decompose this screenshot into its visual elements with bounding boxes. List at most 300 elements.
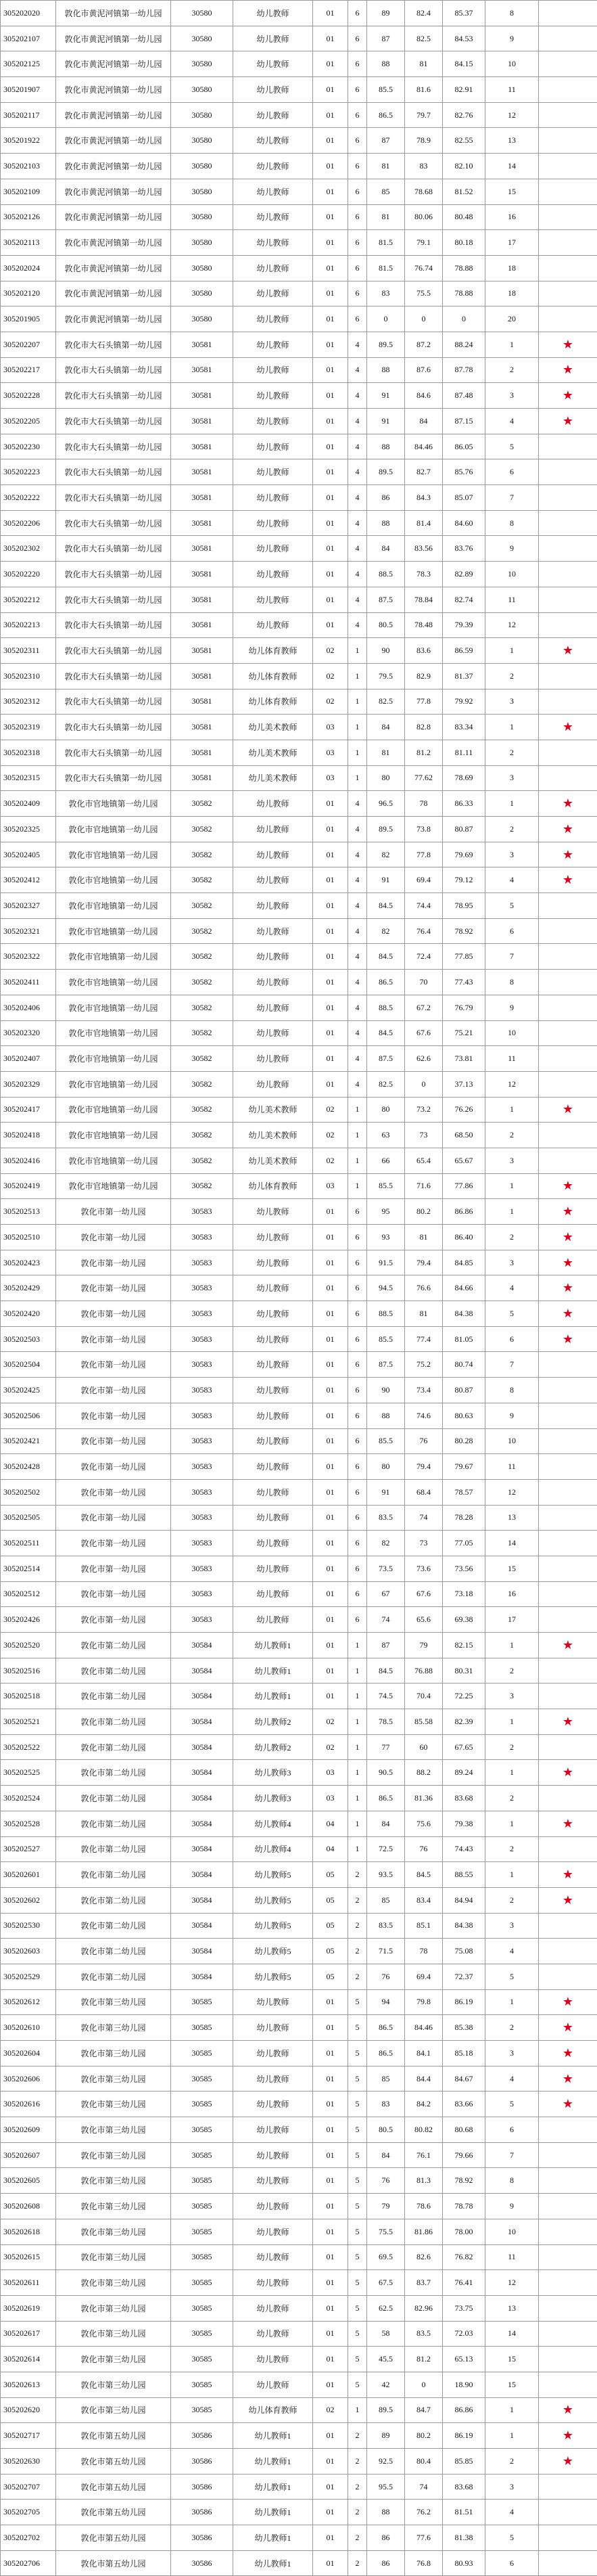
star-icon <box>539 918 597 944</box>
table-row <box>1 1913 597 1939</box>
unit-code-cell: 30580 <box>171 255 233 281</box>
school-name-cell: 敦化市第三幼儿园 <box>56 2194 171 2219</box>
interview-score-cell: 71.6 <box>405 1173 443 1199</box>
school-name-cell: 敦化市第一幼儿园 <box>56 1199 171 1225</box>
candidate-id-cell: 305202207 <box>1 332 56 357</box>
interview-score-cell: 83.7 <box>405 2270 443 2296</box>
candidate-id-cell: 305202514 <box>1 1556 56 1581</box>
rank-cell: 4 <box>485 1275 539 1301</box>
interview-score-cell: 81.2 <box>405 740 443 765</box>
written-score-cell: 94.5 <box>367 1275 405 1301</box>
candidate-id-cell: 305202310 <box>1 663 56 689</box>
star-icon: ★ <box>539 1633 597 1658</box>
position-name-cell: 幼儿教师 <box>233 2092 313 2117</box>
table-row <box>1 638 597 664</box>
star-icon: ★ <box>539 638 597 664</box>
table-row <box>1 459 597 485</box>
candidate-id-cell: 305202107 <box>1 26 56 51</box>
written-score-cell: 91 <box>367 409 405 434</box>
school-name-cell: 敦化市大石头镇第一幼儿园 <box>56 562 171 587</box>
interview-score-cell: 72.4 <box>405 944 443 970</box>
table-row <box>1 2525 597 2551</box>
position-name-cell: 幼儿教师 <box>233 2066 313 2092</box>
table-row <box>1 1964 597 1989</box>
written-score-cell: 89.5 <box>367 459 405 485</box>
hiring-count-cell: 2 <box>348 2500 367 2525</box>
candidate-id-cell: 305202212 <box>1 587 56 612</box>
school-name-cell: 敦化市第三幼儿园 <box>56 2168 171 2194</box>
school-name-cell: 敦化市第三幼儿园 <box>56 2142 171 2168</box>
school-name-cell: 敦化市第一幼儿园 <box>56 1531 171 1556</box>
unit-code-cell: 30582 <box>171 791 233 817</box>
total-score-cell: 81.11 <box>443 740 485 765</box>
interview-score-cell: 84.46 <box>405 434 443 459</box>
star-icon: ★ <box>539 1225 597 1250</box>
table-row <box>1 2117 597 2143</box>
written-score-cell: 0 <box>367 307 405 332</box>
interview-score-cell: 84.7 <box>405 2397 443 2423</box>
table-row <box>1 2347 597 2372</box>
table-row <box>1 1199 597 1225</box>
total-score-cell: 84.15 <box>443 51 485 77</box>
candidate-id-cell: 305202120 <box>1 281 56 307</box>
candidate-id-cell: 305202315 <box>1 765 56 791</box>
total-score-cell: 75.21 <box>443 1020 485 1046</box>
candidate-id-cell: 305202506 <box>1 1403 56 1428</box>
position-name-cell: 幼儿教师 <box>233 2194 313 2219</box>
interview-score-cell: 82.4 <box>405 1 443 26</box>
hiring-count-cell: 6 <box>348 1505 367 1531</box>
rank-cell: 14 <box>485 2321 539 2347</box>
interview-score-cell: 76 <box>405 1836 443 1862</box>
interview-score-cell: 78.3 <box>405 562 443 587</box>
interview-score-cell: 84.6 <box>405 383 443 409</box>
school-name-cell: 敦化市官地镇第一幼儿园 <box>56 791 171 817</box>
position-code-cell: 01 <box>313 2550 348 2576</box>
unit-code-cell: 30581 <box>171 485 233 511</box>
position-name-cell: 幼儿教师 <box>233 1 313 26</box>
hiring-count-cell: 6 <box>348 26 367 51</box>
star-icon: ★ <box>539 817 597 842</box>
candidate-id-cell: 305202412 <box>1 867 56 893</box>
written-score-cell: 88.5 <box>367 1301 405 1327</box>
candidate-id-cell: 305201905 <box>1 307 56 332</box>
school-name-cell: 敦化市第三幼儿园 <box>56 2321 171 2347</box>
written-score-cell: 82 <box>367 918 405 944</box>
interview-score-cell: 80.82 <box>405 2117 443 2143</box>
position-code-cell: 01 <box>313 612 348 638</box>
unit-code-cell: 30585 <box>171 2117 233 2143</box>
candidate-id-cell: 305202511 <box>1 1531 56 1556</box>
total-score-cell: 80.31 <box>443 1658 485 1684</box>
rank-cell: 2 <box>485 2015 539 2041</box>
interview-score-cell: 78.68 <box>405 179 443 204</box>
table-row <box>1 612 597 638</box>
table-row <box>1 842 597 867</box>
position-name-cell: 幼儿体育教师 <box>233 638 313 664</box>
rank-cell: 1 <box>485 638 539 664</box>
written-score-cell: 91 <box>367 867 405 893</box>
candidate-id-cell: 305202609 <box>1 2117 56 2143</box>
position-name-cell: 幼儿教师 <box>233 817 313 842</box>
table-row <box>1 2372 597 2397</box>
table-row <box>1 2423 597 2449</box>
position-code-cell: 01 <box>313 536 348 562</box>
hiring-count-cell: 1 <box>348 1811 367 1836</box>
total-score-cell: 18.90 <box>443 2372 485 2397</box>
total-score-cell: 78.88 <box>443 255 485 281</box>
candidate-id-cell: 305202409 <box>1 791 56 817</box>
interview-score-cell: 80.4 <box>405 2449 443 2475</box>
hiring-count-cell: 6 <box>348 1250 367 1275</box>
candidate-id-cell: 305201907 <box>1 77 56 103</box>
total-score-cell: 82.55 <box>443 128 485 154</box>
total-score-cell: 78.95 <box>443 893 485 919</box>
unit-code-cell: 30581 <box>171 434 233 459</box>
candidate-id-cell: 305202406 <box>1 995 56 1020</box>
hiring-count-cell: 6 <box>348 1454 367 1480</box>
position-code-cell: 02 <box>313 1148 348 1173</box>
total-score-cell: 79.38 <box>443 1811 485 1836</box>
interview-score-cell: 81.2 <box>405 2347 443 2372</box>
position-name-cell: 幼儿美术教师 <box>233 1097 313 1123</box>
star-icon <box>539 1734 597 1760</box>
position-name-cell: 幼儿教师 <box>233 867 313 893</box>
position-name-cell: 幼儿教师 <box>233 1607 313 1633</box>
rank-cell: 5 <box>485 1301 539 1327</box>
rank-cell: 4 <box>485 409 539 434</box>
star-icon: ★ <box>539 383 597 409</box>
candidate-id-cell: 305202505 <box>1 1505 56 1531</box>
hiring-count-cell: 1 <box>348 1633 367 1658</box>
position-code-cell: 01 <box>313 1250 348 1275</box>
position-name-cell: 幼儿教师 <box>233 1556 313 1581</box>
position-code-cell: 01 <box>313 1225 348 1250</box>
candidate-id-cell: 305202312 <box>1 689 56 715</box>
unit-code-cell: 30583 <box>171 1581 233 1607</box>
written-score-cell: 79 <box>367 2194 405 2219</box>
candidate-id-cell: 305201922 <box>1 128 56 154</box>
interview-score-cell: 84.3 <box>405 485 443 511</box>
hiring-count-cell: 5 <box>348 2219 367 2244</box>
school-name-cell: 敦化市黄泥河镇第一幼儿园 <box>56 26 171 51</box>
rank-cell: 9 <box>485 2194 539 2219</box>
position-code-cell: 01 <box>313 204 348 230</box>
school-name-cell: 敦化市第三幼儿园 <box>56 2397 171 2423</box>
table-row <box>1 204 597 230</box>
star-icon <box>539 1607 597 1633</box>
hiring-count-cell: 6 <box>348 1 367 26</box>
table-row <box>1 1326 597 1352</box>
position-name-cell: 幼儿教师 <box>233 332 313 357</box>
hiring-count-cell: 6 <box>348 1556 367 1581</box>
rank-cell: 1 <box>485 1173 539 1199</box>
school-name-cell: 敦化市大石头镇第一幼儿园 <box>56 638 171 664</box>
rank-cell: 3 <box>485 2474 539 2500</box>
hiring-count-cell: 1 <box>348 689 367 715</box>
candidate-id-cell: 305202405 <box>1 842 56 867</box>
interview-score-cell: 0 <box>405 2372 443 2397</box>
rank-cell: 11 <box>485 587 539 612</box>
position-code-cell: 01 <box>313 1684 348 1709</box>
table-row <box>1 1250 597 1275</box>
written-score-cell: 83 <box>367 281 405 307</box>
position-code-cell: 01 <box>313 944 348 970</box>
star-icon: ★ <box>539 867 597 893</box>
school-name-cell: 敦化市大石头镇第一幼儿园 <box>56 332 171 357</box>
total-score-cell: 78.69 <box>443 765 485 791</box>
unit-code-cell: 30581 <box>171 562 233 587</box>
star-icon <box>539 2194 597 2219</box>
position-code-cell: 05 <box>313 1887 348 1913</box>
interview-score-cell: 77.8 <box>405 689 443 715</box>
candidate-id-cell: 305202611 <box>1 2270 56 2296</box>
school-name-cell: 敦化市第三幼儿园 <box>56 2066 171 2092</box>
interview-score-cell: 84.2 <box>405 2092 443 2117</box>
position-name-cell: 幼儿体育教师 <box>233 663 313 689</box>
hiring-count-cell: 4 <box>348 409 367 434</box>
interview-score-cell: 76.1 <box>405 2142 443 2168</box>
interview-score-cell: 79.7 <box>405 102 443 128</box>
total-score-cell: 85.85 <box>443 2449 485 2475</box>
position-name-cell: 幼儿教师 <box>233 204 313 230</box>
school-name-cell: 敦化市第二幼儿园 <box>56 1964 171 1989</box>
rank-cell: 10 <box>485 1428 539 1454</box>
hiring-count-cell: 2 <box>348 1913 367 1939</box>
written-score-cell: 83.5 <box>367 1913 405 1939</box>
rank-cell: 2 <box>485 1786 539 1811</box>
rank-cell: 1 <box>485 2397 539 2423</box>
hiring-count-cell: 1 <box>348 1123 367 1148</box>
total-score-cell: 84.60 <box>443 510 485 536</box>
total-score-cell: 79.66 <box>443 2142 485 2168</box>
table-row <box>1 995 597 1020</box>
school-name-cell: 敦化市大石头镇第一幼儿园 <box>56 383 171 409</box>
school-name-cell: 敦化市黄泥河镇第一幼儿园 <box>56 1 171 26</box>
star-icon <box>539 459 597 485</box>
school-name-cell: 敦化市官地镇第一幼儿园 <box>56 817 171 842</box>
table-row <box>1 867 597 893</box>
unit-code-cell: 30581 <box>171 332 233 357</box>
written-score-cell: 86 <box>367 485 405 511</box>
written-score-cell: 86 <box>367 2525 405 2551</box>
hiring-count-cell: 1 <box>348 1148 367 1173</box>
position-code-cell: 03 <box>313 1760 348 1786</box>
table-row <box>1 2244 597 2270</box>
school-name-cell: 敦化市第一幼儿园 <box>56 1454 171 1480</box>
star-icon <box>539 307 597 332</box>
rank-cell: 15 <box>485 2347 539 2372</box>
rank-cell: 4 <box>485 2066 539 2092</box>
rank-cell: 11 <box>485 1046 539 1072</box>
star-icon <box>539 2321 597 2347</box>
rank-cell: 13 <box>485 128 539 154</box>
position-code-cell: 05 <box>313 1862 348 1888</box>
candidate-id-cell: 305202707 <box>1 2474 56 2500</box>
written-score-cell: 84.5 <box>367 1658 405 1684</box>
position-code-cell: 01 <box>313 332 348 357</box>
position-code-cell: 01 <box>313 459 348 485</box>
interview-score-cell: 79.4 <box>405 1454 443 1480</box>
unit-code-cell: 30582 <box>171 1071 233 1097</box>
star-icon: ★ <box>539 1709 597 1735</box>
table-row <box>1 944 597 970</box>
rank-cell: 11 <box>485 1454 539 1480</box>
total-score-cell: 76.82 <box>443 2244 485 2270</box>
position-code-cell: 02 <box>313 638 348 664</box>
candidate-id-cell: 305202518 <box>1 1684 56 1709</box>
written-score-cell: 58 <box>367 2321 405 2347</box>
table-row <box>1 1225 597 1250</box>
position-code-cell: 01 <box>313 2168 348 2194</box>
star-icon <box>539 26 597 51</box>
unit-code-cell: 30583 <box>171 1378 233 1403</box>
written-score-cell: 93 <box>367 1225 405 1250</box>
candidate-id-cell: 305202125 <box>1 51 56 77</box>
total-score-cell: 72.37 <box>443 1964 485 1989</box>
rank-cell: 15 <box>485 1556 539 1581</box>
total-score-cell: 83.68 <box>443 1786 485 1811</box>
position-name-cell: 幼儿教师 <box>233 383 313 409</box>
unit-code-cell: 30581 <box>171 689 233 715</box>
hiring-count-cell: 5 <box>348 2015 367 2041</box>
position-code-cell: 01 <box>313 587 348 612</box>
hiring-count-cell: 6 <box>348 204 367 230</box>
table-row <box>1 1786 597 1811</box>
school-name-cell: 敦化市大石头镇第一幼儿园 <box>56 510 171 536</box>
unit-code-cell: 30583 <box>171 1607 233 1633</box>
rank-cell: 12 <box>485 1479 539 1505</box>
position-code-cell: 01 <box>313 918 348 944</box>
total-score-cell: 86.19 <box>443 2423 485 2449</box>
position-name-cell: 幼儿教师 <box>233 2015 313 2041</box>
hiring-count-cell: 6 <box>348 154 367 179</box>
position-code-cell: 01 <box>313 1454 348 1480</box>
position-name-cell: 幼儿教师 <box>233 307 313 332</box>
hiring-count-cell: 4 <box>348 817 367 842</box>
unit-code-cell: 30583 <box>171 1403 233 1428</box>
written-score-cell: 84 <box>367 715 405 740</box>
position-code-cell: 01 <box>313 1378 348 1403</box>
unit-code-cell: 30583 <box>171 1428 233 1454</box>
total-score-cell: 84.67 <box>443 2066 485 2092</box>
star-icon <box>539 1531 597 1556</box>
star-icon <box>539 1123 597 1148</box>
unit-code-cell: 30582 <box>171 1173 233 1199</box>
hiring-count-cell: 4 <box>348 893 367 919</box>
written-score-cell: 77 <box>367 1734 405 1760</box>
interview-score-cell: 73.6 <box>405 1556 443 1581</box>
hiring-count-cell: 4 <box>348 587 367 612</box>
school-name-cell: 敦化市第一幼儿园 <box>56 1479 171 1505</box>
written-score-cell: 66 <box>367 1148 405 1173</box>
unit-code-cell: 30581 <box>171 459 233 485</box>
unit-code-cell: 30584 <box>171 1862 233 1888</box>
unit-code-cell: 30586 <box>171 2525 233 2551</box>
position-name-cell: 幼儿教师 <box>233 510 313 536</box>
position-code-cell: 02 <box>313 1709 348 1735</box>
hiring-count-cell: 4 <box>348 434 367 459</box>
interview-score-cell: 68.4 <box>405 1479 443 1505</box>
written-score-cell: 80 <box>367 765 405 791</box>
unit-code-cell: 30581 <box>171 663 233 689</box>
position-name-cell: 幼儿教师 <box>233 357 313 383</box>
school-name-cell: 敦化市大石头镇第一幼儿园 <box>56 587 171 612</box>
position-name-cell: 幼儿教师 <box>233 1199 313 1225</box>
star-icon <box>539 204 597 230</box>
written-score-cell: 86.5 <box>367 102 405 128</box>
position-name-cell: 幼儿教师 <box>233 230 313 256</box>
school-name-cell: 敦化市大石头镇第一幼儿园 <box>56 357 171 383</box>
candidate-id-cell: 305202502 <box>1 1479 56 1505</box>
star-icon <box>539 2117 597 2143</box>
written-score-cell: 87 <box>367 26 405 51</box>
table-row <box>1 2270 597 2296</box>
hiring-count-cell: 1 <box>348 765 367 791</box>
total-score-cell: 88.24 <box>443 332 485 357</box>
star-icon <box>539 2168 597 2194</box>
table-row <box>1 255 597 281</box>
position-name-cell: 幼儿教师 <box>233 51 313 77</box>
total-score-cell: 76.41 <box>443 2270 485 2296</box>
position-name-cell: 幼儿教师 <box>233 409 313 434</box>
hiring-count-cell: 4 <box>348 791 367 817</box>
written-score-cell: 87.5 <box>367 1352 405 1378</box>
hiring-count-cell: 4 <box>348 459 367 485</box>
table-row <box>1 817 597 842</box>
table-row <box>1 2015 597 2041</box>
unit-code-cell: 30581 <box>171 383 233 409</box>
interview-score-cell: 83 <box>405 154 443 179</box>
written-score-cell: 91 <box>367 383 405 409</box>
star-icon <box>539 1 597 26</box>
written-score-cell: 87.5 <box>367 1046 405 1072</box>
hiring-count-cell: 1 <box>348 1097 367 1123</box>
position-code-cell: 01 <box>313 842 348 867</box>
interview-score-cell: 82.6 <box>405 2244 443 2270</box>
school-name-cell: 敦化市第二幼儿园 <box>56 1760 171 1786</box>
star-icon: ★ <box>539 1275 597 1301</box>
school-name-cell: 敦化市第二幼儿园 <box>56 1836 171 1862</box>
table-row <box>1 1607 597 1633</box>
table-row <box>1 1887 597 1913</box>
school-name-cell: 敦化市黄泥河镇第一幼儿园 <box>56 128 171 154</box>
school-name-cell: 敦化市第三幼儿园 <box>56 2347 171 2372</box>
school-name-cell: 敦化市官地镇第一幼儿园 <box>56 842 171 867</box>
interview-score-cell: 65.4 <box>405 1148 443 1173</box>
rank-cell: 20 <box>485 307 539 332</box>
position-code-cell: 01 <box>313 817 348 842</box>
hiring-count-cell: 4 <box>348 1046 367 1072</box>
interview-score-cell: 80.2 <box>405 2423 443 2449</box>
school-name-cell: 敦化市第三幼儿园 <box>56 2015 171 2041</box>
candidate-id-cell: 305202311 <box>1 638 56 664</box>
unit-code-cell: 30580 <box>171 128 233 154</box>
written-score-cell: 85.5 <box>367 1428 405 1454</box>
written-score-cell: 82 <box>367 842 405 867</box>
candidate-id-cell: 305202516 <box>1 1658 56 1684</box>
rank-cell: 1 <box>485 1633 539 1658</box>
table-row <box>1 1123 597 1148</box>
total-score-cell: 89.24 <box>443 1760 485 1786</box>
total-score-cell: 87.78 <box>443 357 485 383</box>
rank-cell: 14 <box>485 154 539 179</box>
star-icon <box>539 2550 597 2576</box>
star-icon: ★ <box>539 2015 597 2041</box>
position-code-cell: 01 <box>313 307 348 332</box>
position-code-cell: 01 <box>313 791 348 817</box>
table-row <box>1 434 597 459</box>
